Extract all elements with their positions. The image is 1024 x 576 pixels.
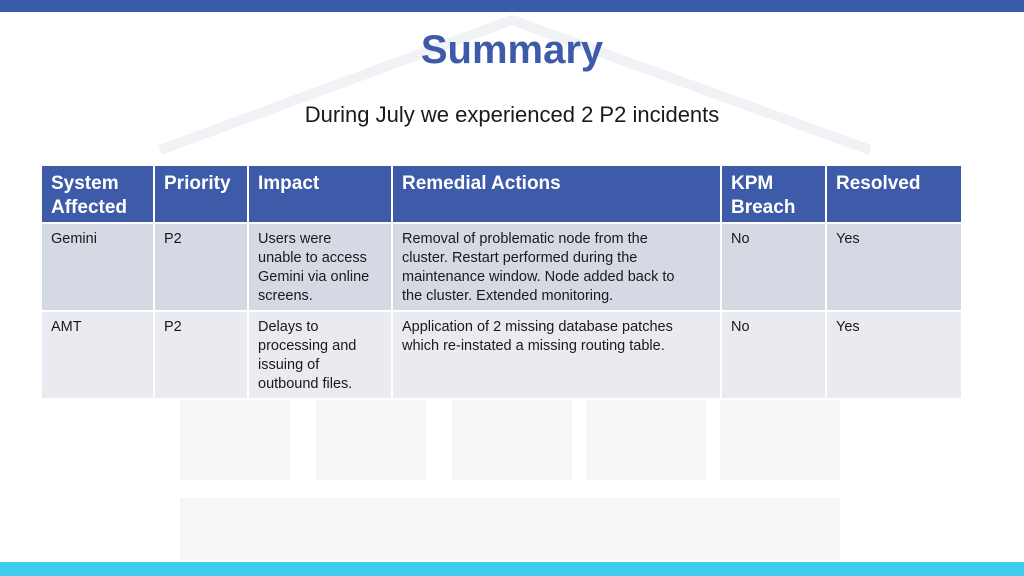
cell-line: issuing of <box>258 357 320 373</box>
cell-line: Removal of problematic node from the <box>402 231 648 247</box>
header-kpm-breach <box>721 165 826 223</box>
cell-line: Delays to <box>258 319 319 335</box>
cell-kpm-breach: No <box>721 311 826 399</box>
table-row <box>41 223 962 311</box>
cell-impact <box>248 311 392 399</box>
cell-priority: P2 <box>154 311 248 399</box>
cell-kpm-breach: No <box>721 223 826 311</box>
header-line: Affected <box>51 197 128 218</box>
cell-line: Users were <box>258 231 332 247</box>
cell-line: processing and <box>258 338 357 354</box>
header-priority <box>154 165 248 223</box>
table-row <box>41 311 962 399</box>
header-impact <box>248 165 392 223</box>
cell-line: maintenance window. Node added back to <box>402 269 675 285</box>
cell-line: cluster. Restart performed during the <box>402 250 638 266</box>
header-resolved <box>826 165 962 223</box>
header-line: Breach <box>731 197 796 218</box>
table-header-row <box>41 165 962 223</box>
cell-impact <box>248 223 392 311</box>
header-system-affected <box>41 165 154 223</box>
cell-remedial-actions <box>392 311 721 399</box>
cell-line: which re-instated a missing routing table. <box>402 338 665 354</box>
bottom-accent-bar <box>0 562 1024 576</box>
header-line: System <box>51 173 119 194</box>
cell-line: Application of 2 missing database patches <box>402 319 673 335</box>
cell-resolved: Yes <box>826 311 962 399</box>
header-line: Remedial Actions <box>402 173 561 194</box>
slide-title: Summary <box>420 28 604 72</box>
cell-resolved: Yes <box>826 223 962 311</box>
slide-subtitle: During July we experienced 2 P2 incidents <box>304 102 720 127</box>
cell-line: Gemini via online <box>258 269 370 285</box>
header-line: KPM <box>731 173 774 194</box>
header-line: Priority <box>164 173 231 194</box>
incidents-table <box>40 164 963 400</box>
cell-line: outbound files. <box>258 376 353 392</box>
cell-priority: P2 <box>154 223 248 311</box>
cell-line: the cluster. Extended monitoring. <box>402 288 614 304</box>
cell-system: Gemini <box>41 223 154 311</box>
cell-system: AMT <box>41 311 154 399</box>
cell-remedial-actions <box>392 223 721 311</box>
cell-line: unable to access <box>258 250 367 266</box>
header-remedial-actions <box>392 165 721 223</box>
header-line: Impact <box>258 173 320 194</box>
header-line: Resolved <box>836 173 921 194</box>
cell-line: screens. <box>258 288 313 304</box>
